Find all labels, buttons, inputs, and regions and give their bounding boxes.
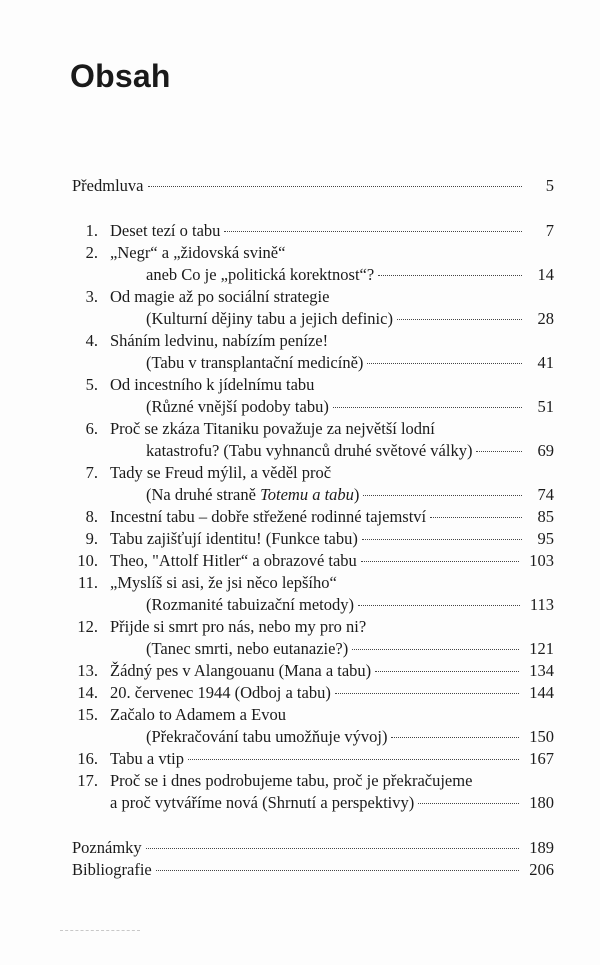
toc-entry-preface[interactable] — [0, 175, 600, 197]
entry-subtitle: (Tabu v transplantační medicíně) — [146, 353, 364, 372]
dot-leader — [333, 407, 522, 408]
dot-leader — [358, 605, 520, 606]
page-number: 41 — [537, 353, 554, 372]
entry-subtitle — [146, 484, 359, 506]
entry-subtitle: (Různé vnější podoby tabu) — [146, 397, 329, 416]
dot-leader — [367, 363, 522, 364]
chapter-number: 10. — [77, 551, 98, 570]
entry-title: Přijde si smrt pro nás, nebo my pro ni? — [110, 617, 367, 636]
entry-title: Poznámky — [72, 838, 142, 857]
chapter-number: 16. — [77, 749, 98, 768]
chapter-number: 4. — [85, 331, 98, 350]
page-title: Obsah — [70, 58, 171, 94]
dot-leader — [361, 561, 519, 562]
toc-entry-chapter-12[interactable] — [0, 616, 600, 660]
page-number: 134 — [529, 661, 554, 680]
chapter-number: 9. — [85, 529, 98, 548]
chapter-number: 12. — [77, 617, 98, 636]
entry-title: Tady se Freud mýlil, a věděl proč — [110, 463, 332, 482]
toc-entry-chapter-14[interactable] — [0, 682, 600, 704]
chapter-number: 11. — [77, 573, 98, 592]
entry-subtitle: aneb Co je „politická korektnost“? — [146, 265, 375, 284]
page-number: 51 — [537, 397, 554, 416]
dot-leader — [391, 737, 519, 738]
toc-entry-chapter-7[interactable] — [0, 462, 600, 506]
chapter-number: 5. — [85, 375, 98, 394]
toc-entry-chapter-3[interactable] — [0, 286, 600, 330]
entry-title: 20. červenec 1944 (Odboj a tabu) — [110, 683, 331, 702]
page-number: 28 — [537, 309, 554, 328]
page-number: 150 — [529, 727, 554, 746]
scan-smudge — [60, 930, 140, 932]
toc-entry-chapter-15[interactable] — [0, 704, 600, 748]
chapter-number: 6. — [85, 419, 98, 438]
dot-leader — [375, 671, 519, 672]
toc-entry-chapter-10[interactable] — [0, 550, 600, 572]
entry-subtitle: (Kulturní dějiny tabu a jejich definic) — [146, 309, 393, 328]
entry-title: Od magie až po sociální strategie — [110, 287, 330, 306]
page-number: 206 — [529, 860, 554, 879]
toc-entry-chapter-8[interactable] — [0, 506, 600, 528]
dot-leader — [378, 275, 522, 276]
entry-title: Od incestního k jídelnímu tabu — [110, 375, 315, 394]
dot-leader — [224, 231, 522, 232]
toc-entry-bibliography[interactable] — [0, 859, 600, 881]
page-number: 121 — [529, 639, 554, 658]
entry-title: „Myslíš si asi, že jsi něco lepšího“ — [110, 573, 337, 592]
page-number: 103 — [529, 551, 554, 570]
entry-subtitle: (Rozmanité tabuizační metody) — [146, 595, 355, 614]
entry-title: Bibliografie — [72, 860, 152, 879]
toc-entry-chapter-4[interactable] — [0, 330, 600, 374]
dot-leader — [363, 495, 522, 496]
dot-leader — [418, 803, 519, 804]
toc-entry-chapter-6[interactable] — [0, 418, 600, 462]
entry-subtitle: katastrofu? (Tabu vyhnanců druhé světové války) — [146, 441, 473, 460]
toc-entry-chapter-13[interactable] — [0, 660, 600, 682]
page-number: 189 — [529, 838, 554, 857]
entry-title: Tabu zajišťují identitu! (Funkce tabu) — [110, 529, 358, 548]
entry-title: „Negr“ a „židovská svině“ — [110, 243, 286, 262]
dot-leader — [156, 870, 520, 871]
page-number: 85 — [537, 507, 554, 526]
subtitle-text: ) — [353, 485, 360, 504]
page-number: 69 — [537, 441, 554, 460]
entry-title: Žádný pes v Alangouanu (Mana a tabu) — [110, 661, 372, 680]
entry-title: Sháním ledvinu, nabízím peníze! — [110, 331, 329, 350]
page-number: 5 — [545, 176, 554, 195]
chapter-number: 2. — [85, 243, 98, 262]
page-number: 113 — [529, 595, 554, 614]
page-number: 7 — [545, 221, 554, 240]
chapter-number: 13. — [77, 661, 98, 680]
entry-subtitle: (Překračování tabu umožňuje vývoj) — [146, 727, 388, 746]
chapter-number: 1. — [85, 221, 98, 240]
chapter-number: 3. — [85, 287, 98, 306]
entry-subtitle: a proč vytváříme nová (Shrnutí a perspektivy) — [110, 793, 415, 812]
entry-title: Začalo to Adamem a Evou — [110, 705, 286, 724]
dot-leader — [430, 517, 522, 518]
chapter-number: 14. — [77, 683, 98, 702]
entry-title: Theo, "Attolf Hitler“ a obrazové tabu — [110, 551, 357, 570]
toc-entry-chapter-2[interactable] — [0, 242, 600, 286]
subtitle-text: (Na druhé straně — [146, 485, 261, 504]
dot-leader — [476, 451, 522, 452]
page-number: 14 — [537, 265, 554, 284]
page-number: 74 — [537, 485, 554, 504]
entry-title: Předmluva — [72, 176, 144, 195]
entry-title: Deset tezí o tabu — [110, 221, 221, 240]
dot-leader — [188, 759, 519, 760]
toc-entry-chapter-9[interactable] — [0, 528, 600, 550]
chapter-number: 8. — [85, 507, 98, 526]
dot-leader — [335, 693, 519, 694]
dot-leader — [146, 848, 520, 849]
entry-title: Incestní tabu – dobře střežené rodinné tajemství — [110, 507, 427, 526]
chapter-number: 15. — [77, 705, 98, 724]
chapter-number: 7. — [85, 463, 98, 482]
toc-entry-chapter-5[interactable] — [0, 374, 600, 418]
chapter-number: 17. — [77, 771, 98, 790]
toc-entry-chapter-11[interactable] — [0, 572, 600, 616]
toc-entry-chapter-16[interactable] — [0, 748, 600, 770]
toc-entry-notes[interactable] — [0, 837, 600, 859]
dot-leader — [352, 649, 519, 650]
entry-title: Tabu a vtip — [110, 749, 184, 768]
page-number: 95 — [537, 529, 554, 548]
entry-subtitle: (Tanec smrti, nebo eutanazie?) — [146, 639, 349, 658]
entry-title: Proč se zkáza Titaniku považuje za největší lodní — [110, 419, 435, 438]
toc-entry-chapter-17[interactable] — [0, 770, 600, 814]
dot-leader — [148, 186, 523, 187]
page-number: 144 — [529, 683, 554, 702]
dot-leader — [397, 319, 522, 320]
entry-title: Proč se i dnes podrobujeme tabu, proč je překračujeme — [110, 771, 473, 790]
dot-leader — [362, 539, 522, 540]
page-number: 167 — [529, 749, 554, 768]
subtitle-italic: Totemu a tabu — [260, 485, 354, 504]
page-number: 180 — [529, 793, 554, 812]
toc-entry-chapter-1[interactable] — [0, 220, 600, 242]
